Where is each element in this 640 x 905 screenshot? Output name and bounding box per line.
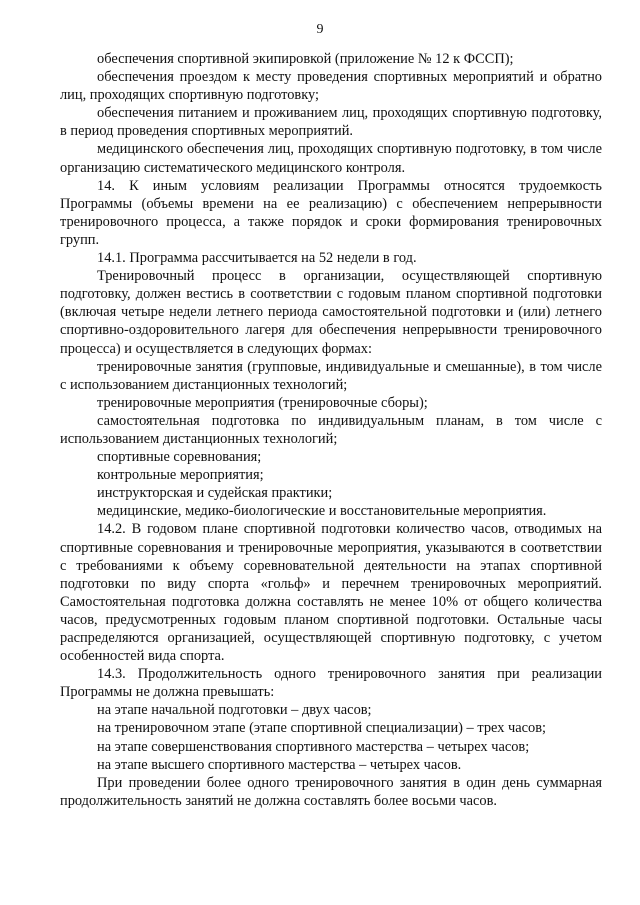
- paragraph-form-competitions: спортивные соревнования;: [97, 449, 262, 466]
- paragraph-stage-improvement: на этапе совершенствования спортивного мастерства – четырех часов;: [97, 738, 530, 755]
- document-body: [60, 50, 602, 810]
- paragraph-section-14-1: 14.1. Программа рассчитывается на 52 недели в год.: [97, 250, 417, 267]
- paragraph-form-camps: тренировочные мероприятия (тренировочные сборы);: [97, 394, 428, 411]
- paragraph-section-14: 14. К иным условиям реализации Программы относятся трудоемкость Программы (объемы времени на ее реализацию) с обеспечением непрерывности тренировочного процесса, а также порядок и сроки формирования тренировочных групп.: [60, 177, 602, 248]
- paragraph-stage-training: на тренировочном этапе (этапе спортивной специализации) – трех часов;: [97, 720, 547, 737]
- paragraph-section-14-2: 14.2. В годовом плане спортивной подготовки количество часов, отводимых на спортивные соревнования и тренировочные мероприятия, указываются в соответствии с требованиями к объему соревновательной деятельности на этапах спортивной подготовки по виду спорта «гольф» и перечнем тренировочных мероприятий. Самостоятельная подготовка должна составлять не менее 10% от общего количества часов, предусмотренных годовым планом спортивной подготовки. Остальные часы распределяются организацией, осуществляющей спортивную подготовку, с учетом особенностей вида спорта.: [60, 521, 602, 665]
- paragraph-form-practice: инструкторская и судейская практики;: [97, 485, 333, 502]
- page-number: 9: [316, 22, 324, 37]
- paragraph-travel: обеспечения проездом к месту проведения спортивных мероприятий и обратно лиц, проходящих спортивную подготовку;: [60, 69, 602, 104]
- paragraph-form-sessions: тренировочные занятия (групповые, индивидуальные и смешанные), в том числе с использованием дистанционных технологий;: [60, 358, 602, 393]
- paragraph-stage-initial: на этапе начальной подготовки – двух часов;: [97, 702, 372, 719]
- paragraph-stage-highest: на этапе высшего спортивного мастерства – четырех часов.: [97, 756, 462, 773]
- paragraph-section-14-3: 14.3. Продолжительность одного тренировочного занятия при реализации Программы не должна превышать:: [60, 666, 602, 701]
- paragraph-form-self-training: самостоятельная подготовка по индивидуальным планам, в том числе с использованием дистанционных технологий;: [60, 412, 602, 447]
- paragraph-medical: медицинского обеспечения лиц, проходящих спортивную подготовку, в том числе организацию систематического медицинского контроля.: [60, 141, 602, 176]
- paragraph-food-lodging: обеспечения питанием и проживанием лиц, проходящих спортивную подготовку, в период проведения спортивных мероприятий.: [60, 105, 602, 140]
- paragraph-daily-limit: При проведении более одного тренировочного занятия в один день суммарная продолжительность занятий не должна составлять более восьми часов.: [60, 774, 602, 809]
- paragraph-training-process: Тренировочный процесс в организации, осуществляющей спортивную подготовку, должен вестись в соответствии с годовым планом спортивной подготовки (включая четыре недели летнего периода самостоятельной подготовки и (или) летнего спортивно-оздоровительного лагеря для обеспечения непрерывности тренировочного процесса) и осуществляется в следующих формах:: [60, 268, 602, 357]
- paragraph-form-control: контрольные мероприятия;: [97, 467, 264, 484]
- paragraph-form-medical: медицинские, медико-биологические и восстановительные мероприятия.: [97, 503, 547, 520]
- paragraph-equipment: обеспечения спортивной экипировкой (приложение № 12 к ФССП);: [97, 51, 514, 67]
